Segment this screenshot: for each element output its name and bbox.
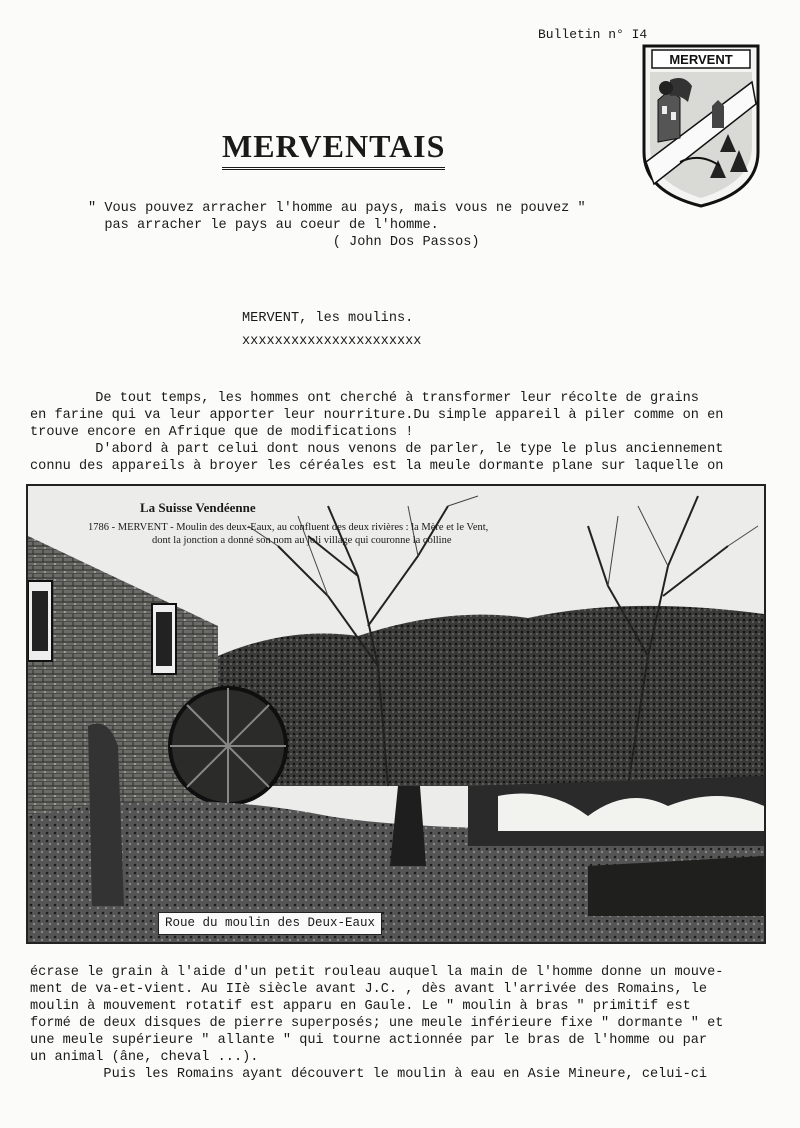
paragraph-line: une meule supérieure " allante " qui tourne actionnée par le bras de l'homme ou par	[30, 1033, 708, 1048]
paragraph-line: formé de deux disques de pierre superposés; une meule inférieure fixe " dormante " et	[30, 1016, 724, 1031]
paragraph-intro	[30, 390, 723, 475]
photo-label: Roue du moulin des Deux-Eaux	[158, 912, 382, 935]
paragraph-line: moulin à mouvement rotatif est apparu en Gaule. Le " moulin à bras " primitif est	[30, 999, 691, 1014]
photo-caption-line-2: dont la jonction a donné son nom au joli village qui couronne la colline	[152, 535, 452, 546]
bulletin-number: Bulletin n° I4	[538, 27, 648, 42]
paragraph-line: écrase le grain à l'aide d'un petit rouleau auquel la main de l'homme donne un mouve-	[30, 965, 724, 980]
quote-line-1: " Vous pouvez arracher l'homme au pays, mais vous ne pouvez "	[88, 201, 586, 216]
paragraph-line: Puis les Romains ayant découvert le moulin à eau en Asie Mineure, celui-ci	[30, 1067, 708, 1082]
section-heading: MERVENT, les moulins.	[242, 311, 414, 326]
paragraph-line: en farine qui va leur apporter leur nourriture.Du simple appareil à piler comme on en	[30, 408, 724, 423]
quote-line-2: pas arracher le pays au coeur de l'homme.	[88, 218, 439, 233]
mill-photograph	[26, 484, 766, 944]
photo-caption-title: La Suisse Vendéenne	[140, 500, 256, 515]
paragraph-line: un animal (âne, cheval ...).	[30, 1050, 259, 1065]
svg-text:MERVENT: MERVENT	[669, 52, 733, 67]
section-underline: xxxxxxxxxxxxxxxxxxxxxx	[242, 334, 422, 349]
photo-caption-line-1: 1786 - MERVENT - Moulin des deux-Eaux, au confluent des deux rivières : la Mère et le Vent,	[88, 522, 489, 533]
paragraph-line: connu des appareils à broyer les céréales est la meule dormante plane sur laquelle on	[30, 459, 724, 474]
paragraph-line: De tout temps, les hommes ont cherché à transformer leur récolte de grains	[30, 391, 699, 406]
page-title: MERVENTAIS	[222, 128, 445, 170]
paragraph-continuation	[30, 964, 723, 1083]
paragraph-line: D'abord à part celui dont nous venons de parler, le type le plus anciennement	[30, 442, 724, 457]
mervent-crest-logo	[640, 42, 762, 208]
paragraph-line: ment de va-et-vient. Au IIè siècle avant J.C. , dès avant l'arrivée des Romains, le	[30, 982, 708, 997]
quote-attribution: ( John Dos Passos)	[88, 235, 480, 250]
paragraph-line: trouve encore en Afrique que de modifications !	[30, 425, 414, 440]
epigraph-quote	[88, 200, 586, 251]
mill-photo-image	[28, 486, 764, 942]
